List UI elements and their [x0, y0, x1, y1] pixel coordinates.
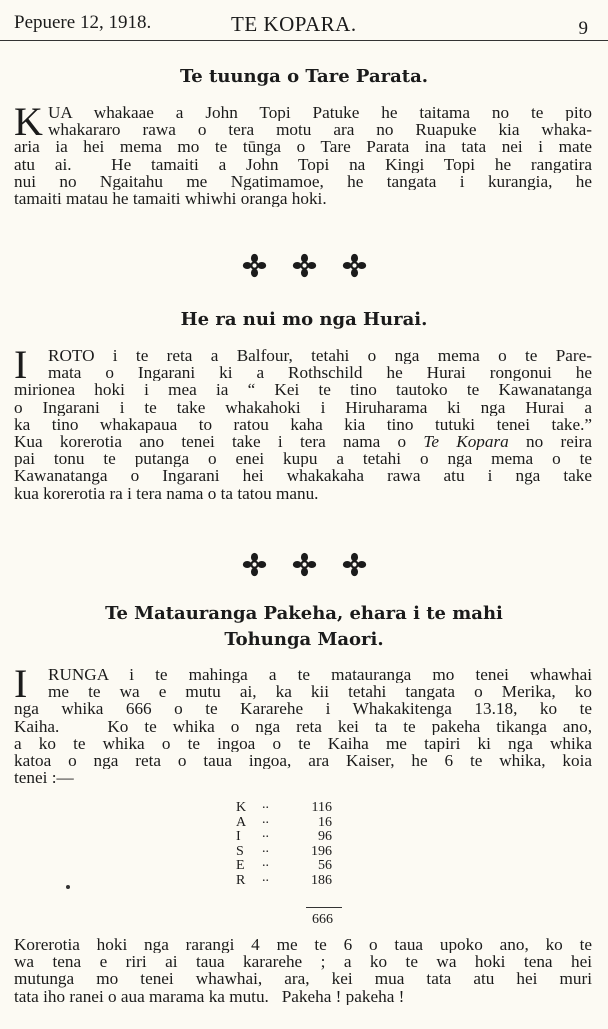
- sum-rule: [306, 907, 342, 908]
- closing-line: Korerotia hoki nga rarangi 4 me te 6 o taua upoko ano, ko te: [14, 936, 592, 954]
- table-row: [226, 869, 346, 888]
- section2-line-mixed: [14, 433, 592, 450]
- section3-line: me te wa e mutu ai, ka kii tetahi tangata o Merika, ko: [48, 683, 592, 701]
- section2-line: mata o Ingarani ki a Rothschild he Hurai rongonui he: [48, 364, 592, 382]
- header-date: Pepuere 12, 1918.: [14, 12, 152, 33]
- row-value: 56: [318, 858, 332, 873]
- section2-line: mirionea hoki i mea ia “ Kei te tino tautoko te Kawanatanga: [14, 381, 592, 399]
- section2-paragraph: [14, 342, 592, 502]
- table-row: [226, 826, 346, 844]
- closing-line: tata iho ranei o aua marama ka mutu. Pakeha ! pakeha !: [14, 987, 405, 1005]
- row-value: 116: [311, 800, 332, 815]
- section1-line: atu ai. He tamaiti a John Topi na Kingi Topi he rangatira: [14, 155, 592, 173]
- section3-line: tenei :—: [14, 769, 74, 787]
- section1-line: aria ia hei mema mo te tūnga o Tare Parata ina tata nei i mate: [14, 138, 592, 156]
- row-value: 96: [318, 829, 332, 844]
- closing-line: wa tena e riri ai taua kararehe ; a ko te wa hoki tena hei: [14, 953, 592, 971]
- row-value: 196: [311, 843, 332, 859]
- flower-ornament-icon: [242, 552, 267, 577]
- section3-dropcap: I: [14, 661, 28, 706]
- section3-line: Kaiha. Ko te whika o nga reta kei ta te pakeha tikanga ano,: [14, 717, 592, 735]
- section1-line: UA whakaae a John Topi Patuke he taitama no te pito: [48, 104, 592, 122]
- row-dots: ..: [262, 826, 269, 841]
- table-row: [226, 797, 346, 815]
- row-dots: ..: [262, 840, 269, 856]
- sum-total: 666: [312, 912, 333, 927]
- section1-paragraph: [14, 99, 592, 208]
- section3-line: nga whika 666 o te Kararehe i Whakakitenga 13.18, ko te: [14, 700, 592, 718]
- table-row: [226, 840, 346, 859]
- flower-ornament-icon: [342, 552, 367, 577]
- section1-heading: Te tuunga o Tare Parata.: [179, 66, 429, 87]
- section1-line: tamaiti matau he tamaiti whiwhi oranga hoki.: [14, 189, 327, 208]
- row-letter: E: [236, 858, 245, 873]
- ornament-divider: [0, 552, 608, 577]
- section2-line: ka tino whakapaua to ratou kaha kia tino tutuki tenei take.”: [14, 415, 592, 433]
- row-dots: ..: [262, 811, 269, 827]
- table-row: [226, 855, 346, 873]
- section3-line: katoa o nga reta o taua ingoa, ara Kaiser, he 6 te whika, koia: [14, 751, 592, 770]
- header-title: TE KOPARA.: [231, 12, 357, 36]
- section2-line: Kawanatanga o Ingarani hei whakakaha rawa atu i nga take: [14, 467, 592, 485]
- section2-line: o Ingarani i te take whakahoki i Hiruharama ki nga Hurai a: [14, 398, 592, 416]
- section2-heading: He ra nui mo nga Hurai.: [180, 309, 428, 330]
- section3-heading-line1: Te Matauranga Pakeha, ehara i te mahi: [105, 603, 503, 624]
- closing-line: mutunga mo tenei whawhai, ara, kei mua tata atu hei muri: [14, 970, 592, 988]
- section2-line: pai tonu te putanga o enei kupu a tetahi o nga mema o te: [14, 450, 592, 468]
- row-dots: ..: [262, 797, 269, 812]
- newspaper-name: Te Kopara: [423, 432, 509, 451]
- flower-ornament-icon: [292, 253, 317, 278]
- flower-ornament-icon: [342, 253, 367, 278]
- section1-line: whakararo rawa o tera motu ara no Ruapuke kia whaka-: [48, 121, 592, 139]
- section3-paragraph: [14, 661, 592, 787]
- row-letter: A: [236, 814, 247, 830]
- table-row: [226, 811, 346, 830]
- row-value: 186: [311, 872, 332, 888]
- row-value: 16: [318, 814, 332, 830]
- section1-dropcap: K: [14, 99, 43, 144]
- section2-dropcap: I: [14, 342, 28, 387]
- row-letter: S: [236, 843, 244, 859]
- section3-closing-paragraph: [14, 936, 592, 1005]
- stray-dot: [66, 885, 70, 889]
- row-letter: I: [236, 829, 241, 844]
- section2-line: ROTO i te reta a Balfour, tetahi o nga mema o te Pare-: [48, 347, 592, 365]
- section3-line: RUNGA i te mahinga a te matauranga mo tenei whawhai: [48, 666, 592, 684]
- section2-line-start: Kua korerotia ano tenei take i tera nama o: [14, 432, 424, 451]
- page-number: 9: [578, 18, 588, 39]
- page-header: [0, 0, 608, 41]
- section1-line: nui no Ngaitahu me Ngatimamoe, he tangata i kurangia, he: [14, 172, 592, 190]
- section3-heading-line2: Tohunga Maori.: [224, 629, 384, 650]
- row-letter: K: [236, 800, 247, 815]
- ornament-divider: [0, 253, 608, 278]
- section3-line: a ko te whika o te ingoa o te Kaiha me tapiri ki nga whika: [14, 734, 592, 752]
- flower-ornament-icon: [292, 552, 317, 577]
- row-dots: ..: [262, 869, 269, 885]
- letter-value-table: [226, 797, 346, 927]
- row-dots: ..: [262, 855, 269, 870]
- section2-line: kua korerotia ra i tera nama o ta tatou manu.: [14, 484, 319, 502]
- flower-ornament-icon: [242, 253, 267, 278]
- row-letter: R: [236, 872, 246, 888]
- section2-line-end: no reira: [508, 432, 592, 451]
